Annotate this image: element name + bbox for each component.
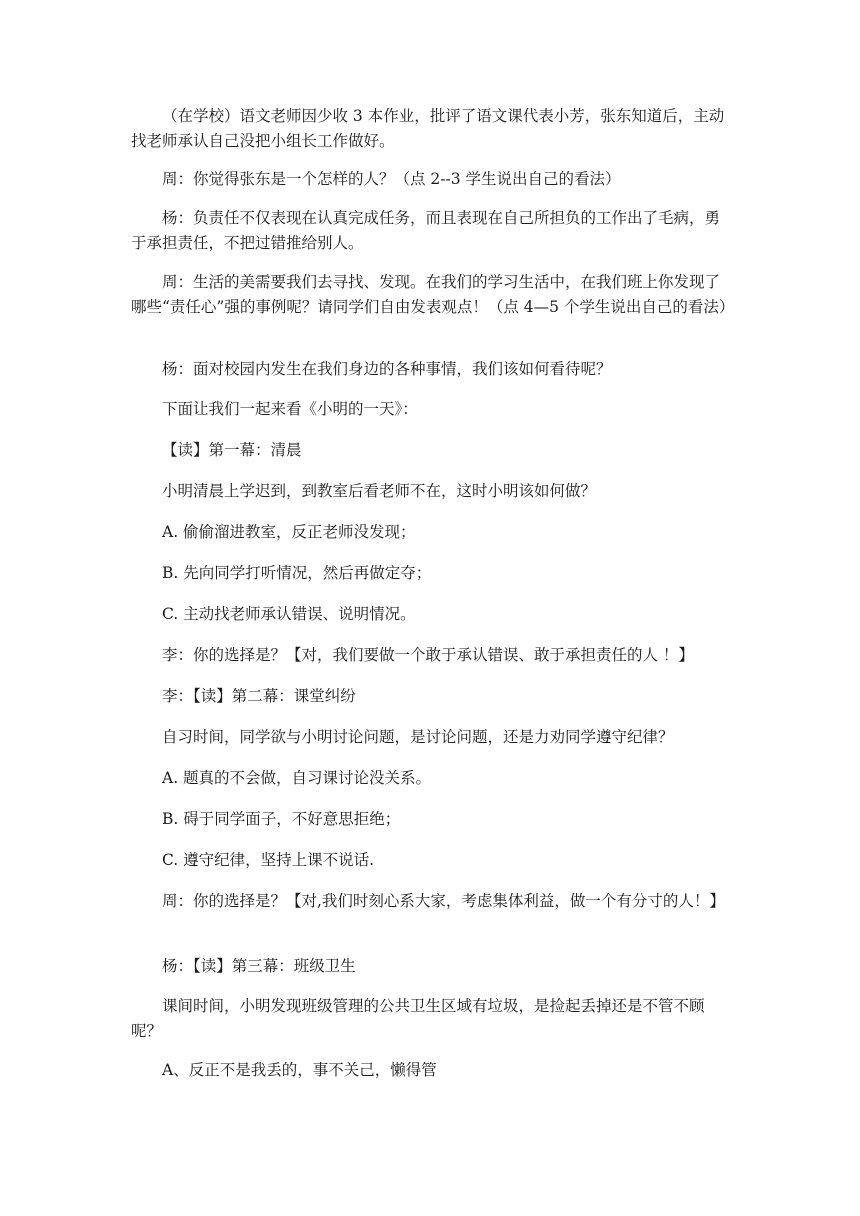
paragraph-19: 杨：【读】第三幕：班级卫生	[162, 957, 356, 975]
option-c-2: C. 遵守纪律，坚持上课不说话.	[162, 851, 375, 869]
paragraph-12: 李：你的选择是？【对，我们要做一个敢于承认错误、敢于承担责任的人 ！】	[162, 646, 694, 664]
paragraph-4: 周：生活的美需要我们去寻找、发现。在我们的学习生活中，在我们班上你发现了哪些“责任心”强的事例呢？请同学们自由发表观点！（点 4—5 个学生说出自己的看法）	[131, 273, 735, 316]
option-a-2: A. 题真的不会做，自习课讨论没关系。	[162, 769, 432, 787]
option-b-1: B. 先向同学打听情况，然后再做定夺；	[162, 564, 432, 582]
paragraph-18: 周：你的选择是？【对,我们时刻心系大家，考虑集体利益，做一个有分寸的人！】	[162, 892, 725, 910]
paragraph-2: 周：你觉得张东是一个怎样的人？（点 2--3 学生说出自己的看法）	[162, 170, 621, 188]
option-b-2: B. 碍于同学面子，不好意思拒绝；	[162, 810, 401, 828]
paragraph-13: 李：【读】第二幕：课堂纠纷	[162, 687, 356, 705]
paragraph-7: 【读】第一幕：清晨	[162, 441, 302, 459]
paragraph-20: 课间时间，小明发现班级管理的公共卫生区域有垃圾，是捡起丢掉还是不管不顾呢？	[131, 997, 705, 1040]
paragraph-14: 自习时间，同学欲与小明讨论问题，是讨论问题，还是力劝同学遵守纪律？	[162, 728, 674, 746]
paragraph-1: （在学校）语文老师因少收 3 本作业，批评了语文课代表小芳，张东知道后，主动找老师承认自己没把小组长工作做好。	[131, 107, 725, 150]
paragraph-5: 杨：面对校园内发生在我们身边的各种事情，我们该如何看待呢？	[162, 360, 612, 378]
paragraph-3: 杨：负责任不仅表现在认真完成任务，而且表现在自己所担负的工作出了毛病，勇于承担责任，不把过错推给别人。	[131, 209, 721, 252]
paragraph-8: 小明清晨上学迟到，到教室后看老师不在，这时小明该如何做？	[162, 482, 597, 500]
option-a-1: A. 偷偷溜进教室，反正老师没发现；	[162, 523, 416, 541]
option-c-1: C. 主动找老师承认错误、说明情况。	[162, 605, 416, 623]
paragraph-6: 下面让我们一起来看《小明的一天》：	[162, 400, 418, 418]
option-a-3: A、反正不是我丢的，事不关己，懒得管	[162, 1061, 437, 1079]
